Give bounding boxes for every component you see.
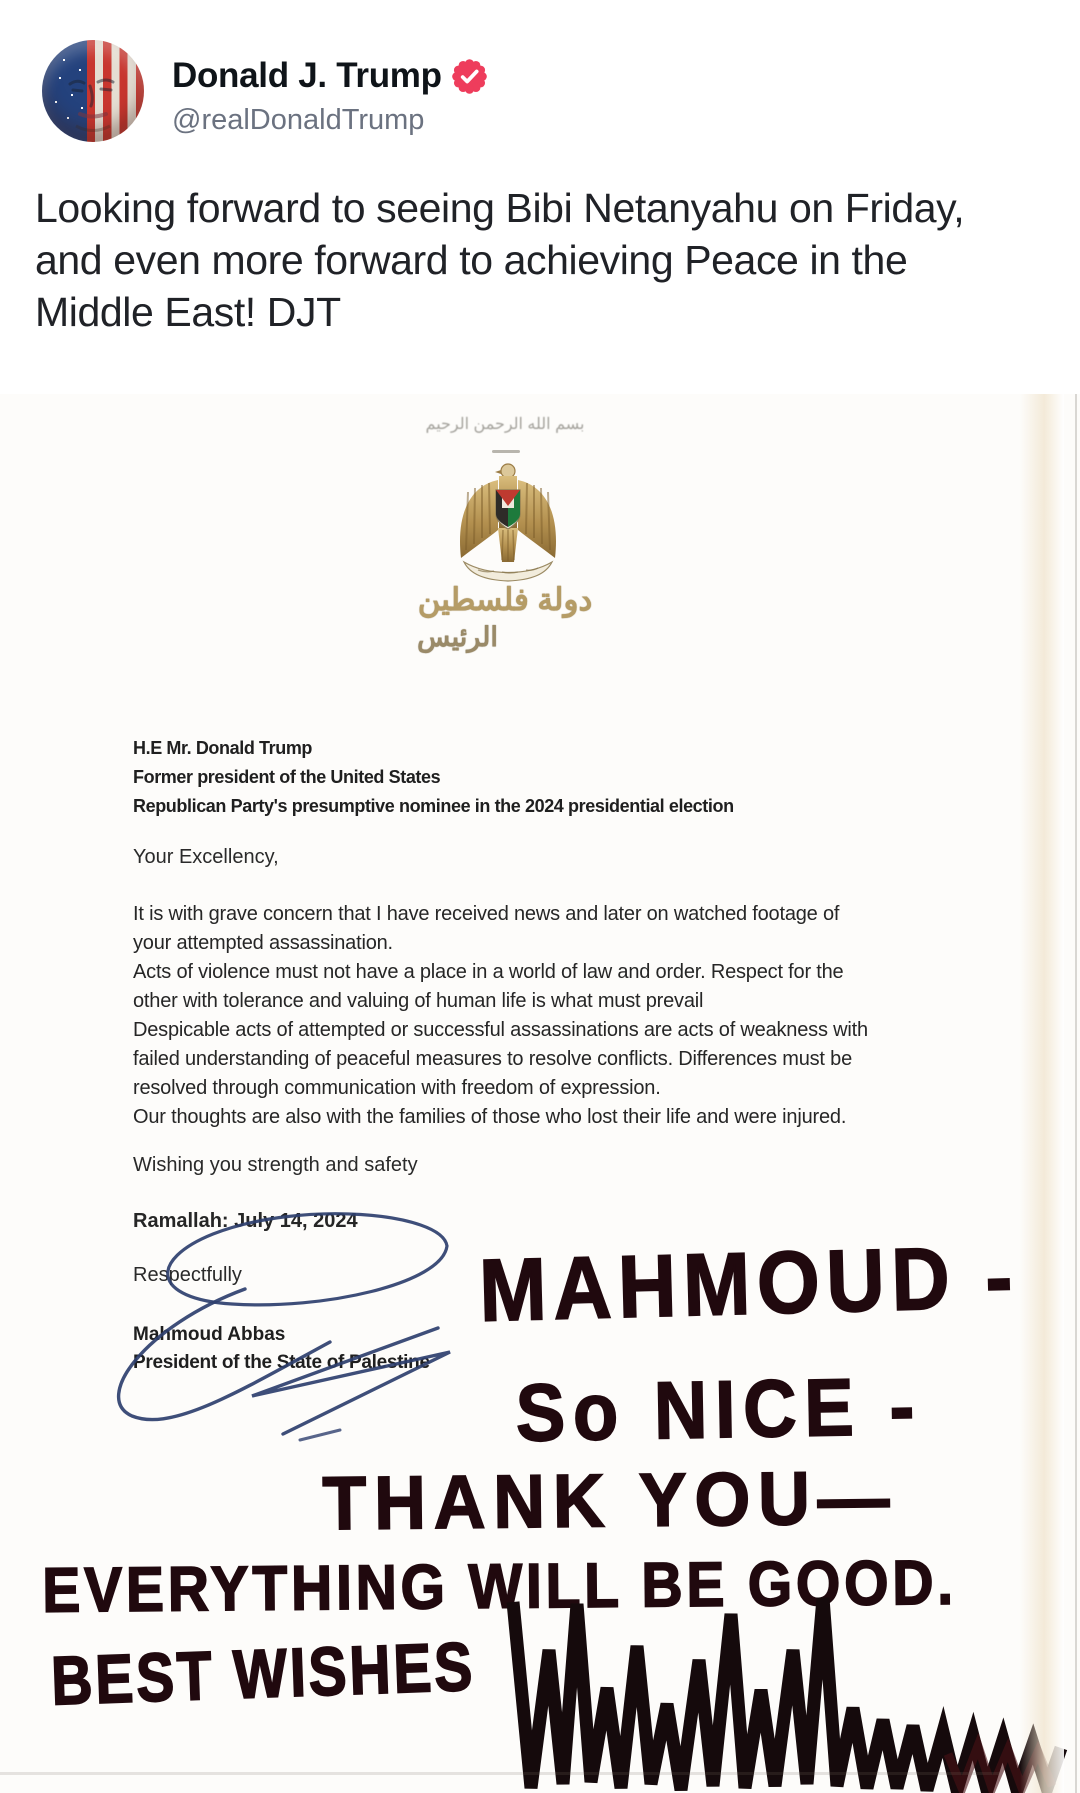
state-of-palestine-arabic: دولة فلسطين [417,582,593,617]
verified-badge-icon [452,59,487,94]
letter-body-line: your attempted assassination. [133,932,393,954]
letter-body-line: failed understanding of peaceful measures to resolve conflicts. Differences must be [133,1048,852,1070]
post-text-line: Looking forward to seeing Bibi Netanyahu on Friday, [35,185,965,231]
handwritten-note-so-nice: So NICE - [515,1359,923,1459]
post-text-line: Middle East! DJT [35,289,341,335]
scan-page-edge-line [1075,394,1077,1793]
letter-body [133,900,868,1132]
divider-dash [492,450,520,453]
closing-line: Wishing you strength and safety [133,1154,418,1176]
avatar-face-icon [42,40,144,142]
recipient-line: H.E Mr. Donald Trump [133,738,313,758]
letter-body-line: Despicable acts of attempted or successful assassinations are acts of weakness with [133,1019,868,1041]
letter-body-line: Acts of violence must not have a place in a world of law and order. Respect for the [133,961,844,983]
signer-name: Mahmoud Abbas [133,1324,286,1345]
post-text [35,182,964,338]
palestine-coat-of-arms-icon [448,458,568,582]
dateline: Ramallah: July 14, 2024 [133,1210,358,1232]
letter-attachment-image[interactable] [0,394,1080,1793]
handwritten-note-thank-you: THANK YOU— [322,1455,898,1546]
letter-body-line: Our thoughts are also with the families of those who lost their life and were injured. [133,1106,847,1128]
letter-body-line: other with tolerance and valuing of human life is what must prevail [133,990,704,1012]
scan-bottom-edge [0,1772,1000,1775]
the-president-arabic: الرئيس [417,622,498,652]
post-text-line: and even more forward to achieving Peace in the [35,237,908,283]
letter-body-line: It is with grave concern that I have received news and later on watched footage of [133,903,840,925]
signer-title: President of the State of Palestine [133,1352,430,1373]
salutation: Your Excellency, [133,846,279,868]
valediction: Respectfully [133,1264,242,1286]
recipient-block [133,734,734,821]
trump-signature-icon [513,1598,1061,1790]
handwritten-note-best-wishes: BEST WISHES [50,1628,477,1720]
letter-body-line: resolved through communication with freedom of expression. [133,1077,661,1099]
handwritten-note-everything-good: EVERYTHING WILL BE GOOD. [42,1547,958,1626]
author-row [172,56,487,96]
author-handle[interactable]: @realDonaldTrump [172,104,425,136]
scan-page-edge-shadow [1020,394,1064,1793]
bismillah-calligraphy: بسم الله الرحمن الرحيم [425,416,585,433]
avatar[interactable] [42,40,144,142]
recipient-line: Former president of the United States [133,767,441,787]
author-name[interactable]: Donald J. Trump [172,56,442,95]
recipient-line: Republican Party's presumptive nominee in the 2024 presidential election [133,796,734,816]
handwritten-note-mahmoud: MAHMOUD - [478,1226,1021,1340]
